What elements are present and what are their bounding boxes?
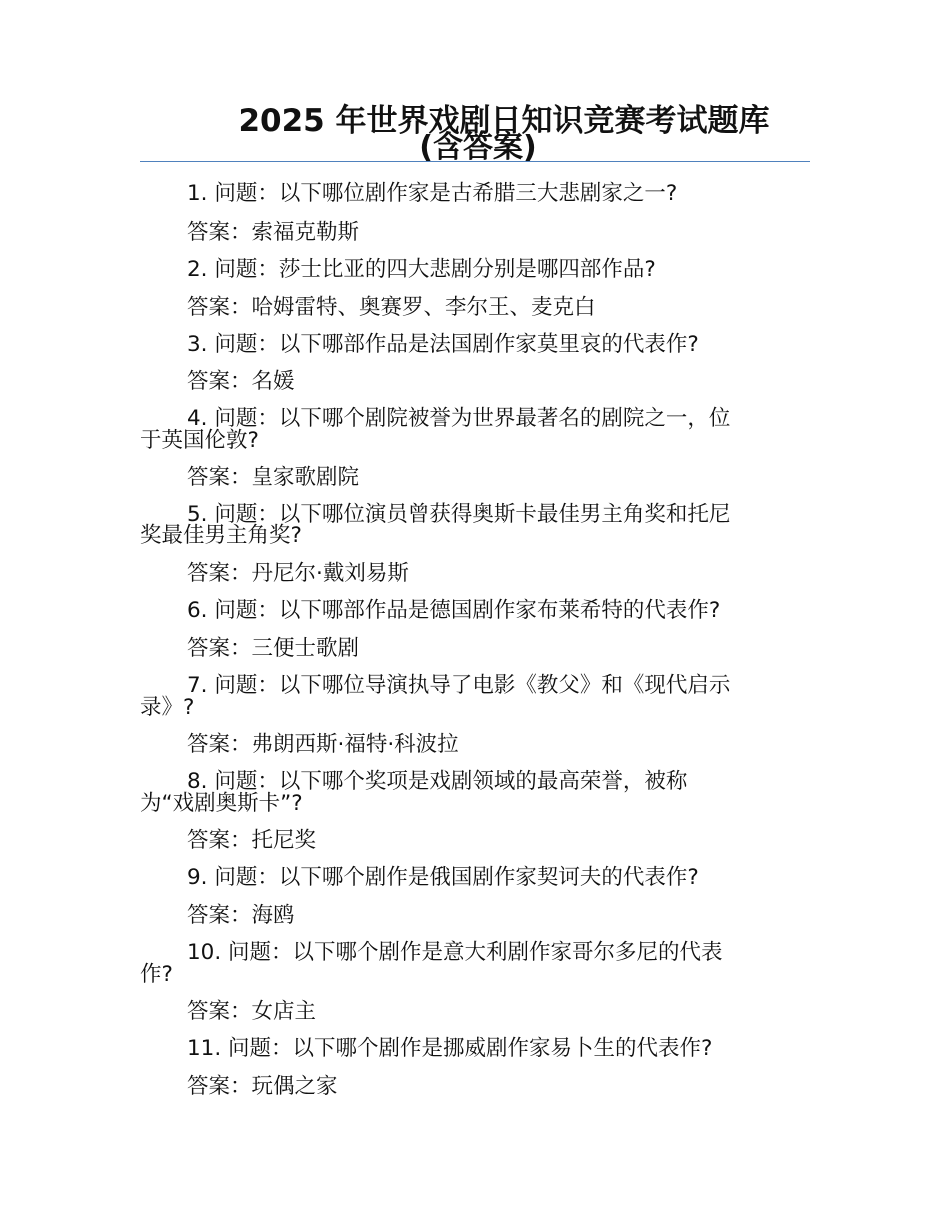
question-text-line-2: 作?	[140, 962, 173, 987]
question-4-continued	[140, 429, 810, 452]
document-title	[140, 100, 810, 165]
answer-text: 答案：海鸥	[187, 903, 295, 928]
answer-10	[140, 1000, 810, 1023]
title-line-2: (含答案)	[419, 130, 537, 165]
answer-5	[140, 562, 810, 585]
question-text: 6. 问题：以下哪部作品是德国剧作家布莱希特的代表作?	[187, 598, 721, 623]
question-text: 9. 问题：以下哪个剧作是俄国剧作家契诃夫的代表作?	[187, 865, 699, 890]
question-text-line-1: 5. 问题：以下哪位演员曾获得奥斯卡最佳男主角奖和托尼	[187, 502, 731, 527]
question-2	[140, 258, 810, 281]
answer-11	[140, 1075, 810, 1098]
question-text: 11. 问题：以下哪个剧作是挪威剧作家易卜生的代表作?	[187, 1036, 713, 1061]
question-text-line-2: 于英国伦敦?	[140, 428, 259, 453]
answer-text: 答案：托尼奖	[187, 828, 317, 853]
question-text: 1. 问题：以下哪位剧作家是古希腊三大悲剧家之一?	[187, 181, 678, 206]
question-1	[140, 182, 810, 205]
question-4	[140, 407, 810, 430]
question-10-continued	[140, 963, 810, 986]
answer-text: 答案：丹尼尔·戴刘易斯	[187, 561, 409, 586]
question-text-line-1: 10. 问题：以下哪个剧作是意大利剧作家哥尔多尼的代表	[187, 940, 723, 965]
question-8	[140, 770, 810, 793]
answer-9	[140, 904, 810, 927]
question-3	[140, 333, 810, 356]
question-5-continued	[140, 524, 810, 547]
question-8-continued	[140, 792, 810, 815]
answer-text: 答案：玩偶之家	[187, 1074, 338, 1099]
answer-text: 答案：哈姆雷特、奥赛罗、李尔王、麦克白	[187, 295, 596, 320]
question-text-line-2: 录》?	[140, 695, 195, 720]
answer-3	[140, 370, 810, 393]
answer-4	[140, 466, 810, 489]
question-text-line-1: 7. 问题：以下哪位导演执导了电影《教父》和《现代启示	[187, 673, 731, 698]
question-7-continued	[140, 696, 810, 719]
question-10	[140, 941, 810, 964]
answer-text: 答案：索福克勒斯	[187, 220, 360, 245]
question-text: 2. 问题：莎士比亚的四大悲剧分别是哪四部作品?	[187, 257, 656, 282]
answer-6	[140, 637, 810, 660]
question-text-line-1: 8. 问题：以下哪个奖项是戏剧领域的最高荣誉，被称	[187, 769, 688, 794]
answer-1	[140, 221, 810, 244]
answer-text: 答案：名媛	[187, 369, 295, 394]
answer-text: 答案：皇家歌剧院	[187, 465, 360, 490]
question-text-line-2: 奖最佳男主角奖?	[140, 523, 302, 548]
answer-2	[140, 296, 810, 319]
answer-text: 答案：女店主	[187, 999, 317, 1024]
title-line-1: 2025 年世界戏剧日知识竞赛考试题库	[238, 103, 770, 139]
question-6	[140, 599, 810, 622]
answer-7	[140, 733, 810, 756]
title-underline	[140, 161, 810, 162]
answer-8	[140, 829, 810, 852]
question-7	[140, 674, 810, 697]
question-text-line-1: 4. 问题：以下哪个剧院被誉为世界最著名的剧院之一，位	[187, 406, 731, 431]
answer-text: 答案：弗朗西斯·福特·科波拉	[187, 732, 459, 757]
question-11	[140, 1037, 810, 1060]
question-text-line-2: 为“戏剧奥斯卡”?	[140, 791, 303, 816]
answer-text: 答案：三便士歌剧	[187, 636, 360, 661]
question-text: 3. 问题：以下哪部作品是法国剧作家莫里哀的代表作?	[187, 332, 699, 357]
question-9	[140, 866, 810, 889]
